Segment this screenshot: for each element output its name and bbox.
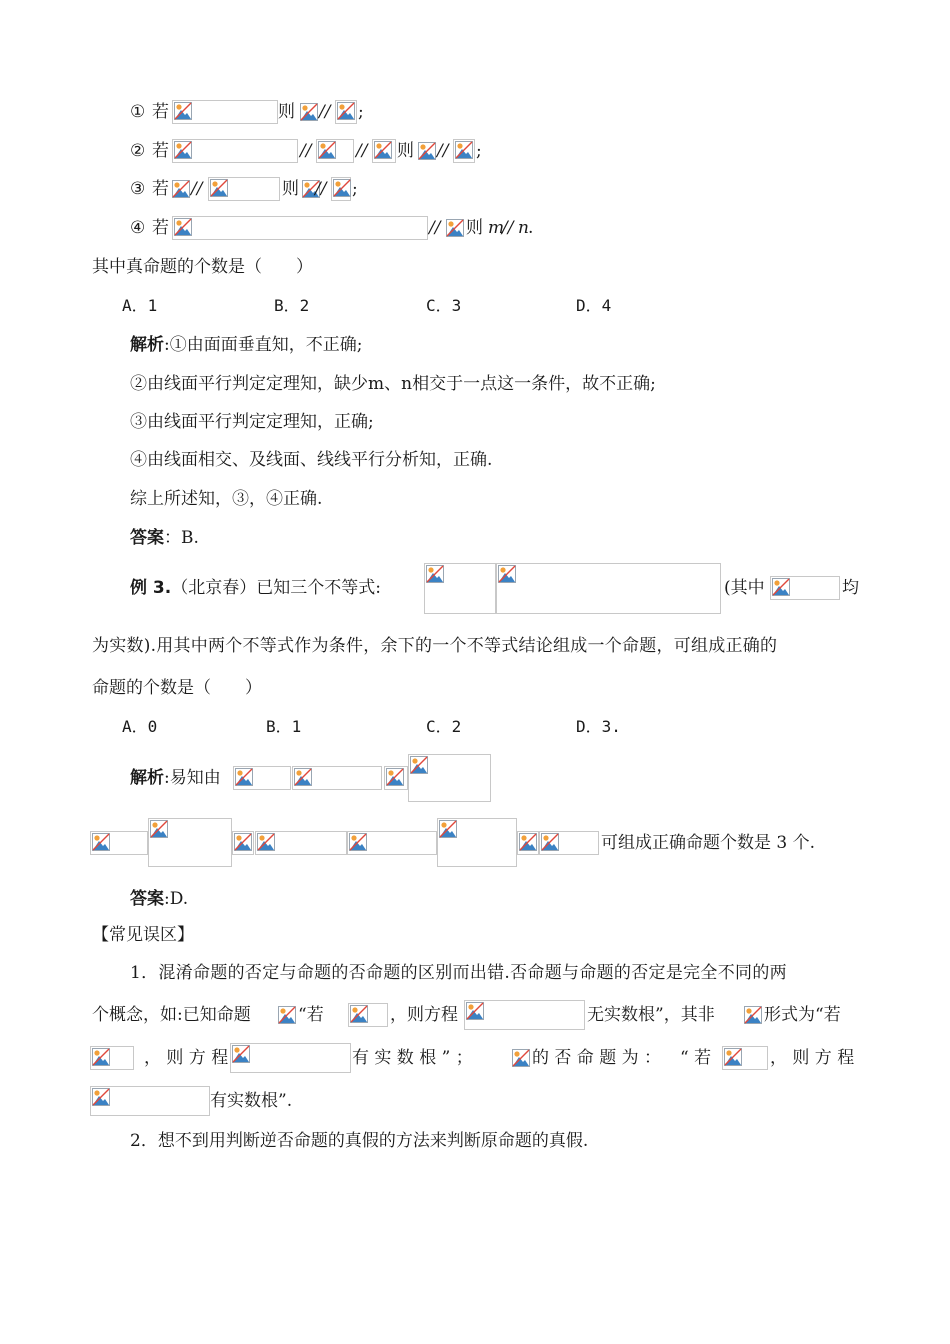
analysis-1-line-5: 综上所述知，③，④正确. [130,489,323,509]
broken-image-icon [294,768,312,786]
text: “ 若 [680,1048,712,1068]
broken-image-icon [541,833,559,851]
answer-1 [130,526,199,550]
broken-image-icon [439,820,457,838]
answer-label: 答案 [130,528,164,548]
formula-image [331,177,351,201]
choice-d: D．4 [576,296,612,315]
broken-image-icon [174,218,192,236]
formula-image [172,139,298,163]
broken-image-icon [278,1006,296,1024]
broken-image-icon [498,565,516,583]
formula-image [172,100,278,124]
broken-image-icon [426,565,444,583]
broken-image-icon [210,179,228,197]
analysis-1-line-1 [130,333,362,357]
analysis-1-line-2: ②由线面平行判定定理知，缺少m、n相交于一点这一条件，故不正确; [130,374,656,394]
formula-image [172,216,428,240]
item-number: ③ [130,179,146,199]
example-tail: 均 [842,578,859,598]
parallel-symbol: // [356,141,368,161]
broken-image-icon [92,833,110,851]
semicolon: ; [358,102,364,122]
analysis-2-line-1 [130,766,221,790]
formula-image [148,818,232,867]
choice-a: A．1 [122,296,158,315]
parallel-symbol: // [319,102,331,122]
example-3-line-3: 命题的个数是（ ） [92,678,262,698]
var-m: m [488,218,505,238]
broken-image-icon [318,141,336,159]
item-number: ④ [130,218,146,238]
broken-image-icon [519,833,537,851]
formula-image [230,1043,351,1073]
text: 无实数根”，其非 [587,1005,715,1025]
parallel-symbol: // [300,141,312,161]
answer-2 [130,887,188,911]
broken-image-icon [418,142,436,160]
item-2 [130,139,490,163]
choice-b: B．2 [274,296,310,315]
broken-image-icon [172,180,190,198]
broken-image-icon [235,768,253,786]
text: 形式为“若 [764,1005,841,1025]
answer-value: ：B. [164,528,199,548]
item-4 [130,216,550,240]
formula-image [722,1046,768,1070]
broken-image-icon [333,179,351,197]
item-if: 若 [152,141,169,161]
choice-c: C．2 [426,717,462,736]
question-text: 其中真命题的个数是（ ） [92,257,313,277]
formula-image [496,563,721,614]
formula-image [255,831,347,855]
text: ， 则 方 程 [770,1048,855,1068]
broken-image-icon [744,1006,762,1024]
text: ，则方程 [390,1005,458,1025]
text: “若 [298,1005,324,1025]
broken-image-icon [150,820,168,838]
answer-label: 答案 [130,889,164,909]
formula-image [372,139,396,163]
formula-image [408,754,491,802]
broken-image-icon [174,102,192,120]
formula-image [453,139,475,163]
analysis-2-tail: 可组成正确命题个数是 3 个. [601,833,816,853]
parallel-symbol: // [502,218,514,238]
broken-image-icon [455,141,473,159]
broken-image-icon [410,756,428,774]
parallel-symbol: // [437,141,449,161]
mistake-1-line-2 [92,1003,862,1027]
section-heading: 【常见误区】 [92,925,194,945]
item-number: ② [130,141,146,161]
broken-image-icon [374,141,392,159]
analysis-text: :易知由 [164,768,221,788]
formula-image [208,177,280,201]
analysis-label: 解析 [130,335,164,355]
formula-image [90,1086,210,1116]
period: . [528,218,534,238]
parallel-symbol: // [429,218,441,238]
analysis-1-line-4: ④由线面相交、及线面、线线平行分析知，正确. [130,450,493,470]
broken-image-icon [300,103,318,121]
broken-image-icon [349,833,367,851]
choice-b: B．1 [266,717,302,736]
choice-a: A．0 [122,717,158,736]
item-then: 则 [466,218,483,238]
broken-image-icon [466,1002,484,1020]
broken-image-icon [724,1048,742,1066]
parallel-symbol: // [191,179,203,199]
item-if: 若 [152,179,169,199]
text: 有 实 数 根 ” ； [352,1048,473,1068]
broken-image-icon [92,1048,110,1066]
analysis-label: 解析 [130,768,164,788]
parallel-symbol: // [315,179,327,199]
text: 有实数根”. [210,1091,293,1111]
broken-image-icon [234,833,252,851]
item-1 [130,100,430,124]
example-3-line-2: 为实数).用其中两个不等式作为条件，余下的一个不等式结论组成一个命题，可组成正确的 [92,636,778,656]
broken-image-icon [446,219,464,237]
mistake-2: 2．想不到用判断逆否命题的真假的方法来判断原命题的真假. [130,1131,589,1151]
text: ， 则 方 程 [144,1048,229,1068]
broken-image-icon [257,833,275,851]
analysis-text: :①由面面垂直知，不正确; [164,335,363,355]
example-paren: (其中 [724,578,765,598]
broken-image-icon [232,1045,250,1063]
var-n: n [518,218,529,238]
text: 的 否 命 题 为 ： [532,1048,662,1068]
formula-image [335,100,357,124]
formula-image [90,1046,134,1070]
formula-image [348,1003,388,1027]
formula-image [464,1000,585,1030]
formula-image [437,818,517,867]
broken-image-icon [174,141,192,159]
item-if: 若 [152,102,169,122]
item-3 [130,177,390,201]
mistake-1-line-1: 1．混淆命题的否定与命题的否命题的区别而出错.否命题与命题的否定是完全不同的两 [130,963,787,983]
formula-image [232,831,254,855]
item-then: 则 [282,179,299,199]
mistake-1-line-4 [92,1089,492,1113]
broken-image-icon [337,102,355,120]
broken-image-icon [350,1005,368,1023]
formula-image [539,831,599,855]
broken-image-icon [772,578,790,596]
semicolon: ; [352,179,358,199]
choice-d: D．3. [576,717,621,736]
mistake-1-line-3 [92,1046,862,1070]
example-text: （北京春）已知三个不等式: [171,578,381,598]
broken-image-icon [386,768,404,786]
formula-image [316,139,354,163]
formula-image [384,766,408,790]
formula-image [517,831,539,855]
answer-value: :D. [164,889,189,909]
formula-image [424,563,496,614]
broken-image-icon [512,1049,530,1067]
example-label: 例 3. [130,578,172,598]
text: 个概念，如:已知命题 [92,1005,251,1025]
choice-c: C．3 [426,296,462,315]
item-then: 则 [397,141,414,161]
formula-image [90,831,148,855]
formula-image [233,766,291,790]
formula-image [770,576,840,600]
formula-image [292,766,382,790]
broken-image-icon [92,1088,110,1106]
item-if: 若 [152,218,169,238]
formula-image [347,831,437,855]
item-then: 则 [278,102,295,122]
item-number: ① [130,102,146,122]
semicolon: ; [476,141,482,161]
analysis-1-line-3: ③由线面平行判定定理知，正确; [130,412,374,432]
